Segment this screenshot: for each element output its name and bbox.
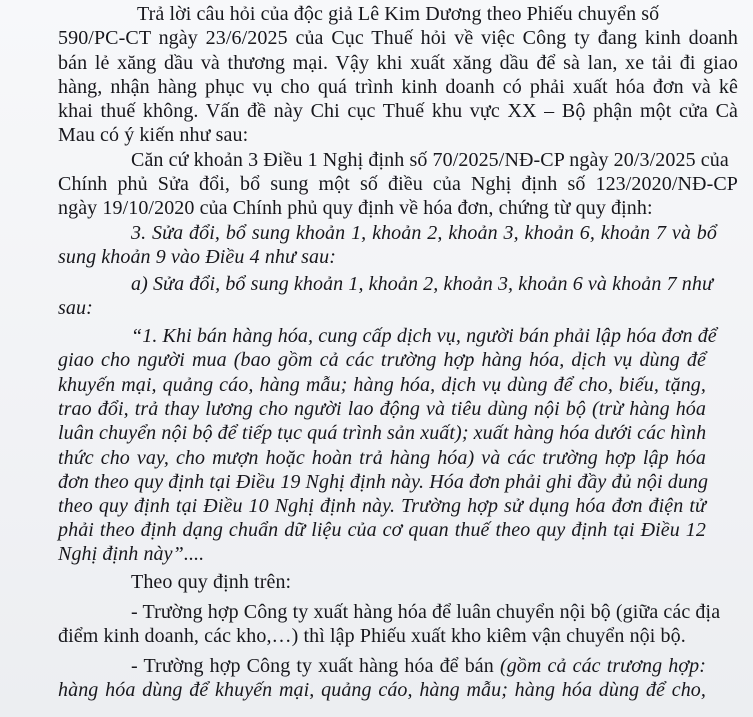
text-line: 590/PC-CT ngày 23/6/2025 của Cục Thuế hỏi về việc Công ty đang kinh doanh	[58, 27, 738, 49]
text-line: trao đổi, trả thay lương cho người lao động và tiêu dùng nội bộ (trừ hàng hóa	[58, 398, 706, 420]
text-line: ngày 19/10/2020 của Chính phủ quy định về hóa đơn, chứng từ quy định:	[58, 197, 653, 219]
text-line: điểm kinh doanh, các kho,…) thì lập Phiếu xuất kho kiêm vận chuyển nội bộ.	[58, 625, 686, 647]
text-line: sung khoản 9 vào Điều 4 như sau:	[58, 246, 336, 268]
text-line: bán lẻ xăng dầu và thương mại. Vậy khi xuất xăng dầu để sà lan, xe tải đi giao	[58, 52, 738, 74]
text-line: “1. Khi bán hàng hóa, cung cấp dịch vụ, người bán phải lập hóa đơn để	[131, 325, 717, 347]
text-line: hàng, nhận hàng phục vụ cho quá trình kinh doanh có phải xuất hóa đơn và kê	[58, 76, 738, 98]
text-line: thức cho vay, cho mượn hoặc hoàn trả hàng hóa) và các trường hợp lập hóa	[58, 447, 706, 469]
text-line: hàng hóa dùng để khuyến mại, quảng cáo, hàng mẫu; hàng hóa dùng để cho,	[58, 679, 706, 701]
text-line: khuyến mại, quảng cáo, hàng mẫu; hàng hóa, dịch vụ dùng để cho, biếu, tặng,	[58, 374, 706, 396]
text-run-italic: (gồm cả các trương hợp:	[499, 655, 706, 677]
text-line: sau:	[58, 297, 93, 319]
text-line: đơn theo quy định tại Điều 19 Nghị định này. Hóa đơn phải ghi đầy đủ nội dung	[58, 471, 709, 493]
text-line: - Trường hợp Công ty xuất hàng hóa để luân chuyển nội bộ (giữa các địa	[131, 601, 721, 623]
text-line: khai thuế không. Vấn đề này Chi cục Thuế khu vực XX – Bộ phận một cửa Cà	[58, 100, 738, 122]
text-line: Nghị định này”....	[58, 543, 205, 565]
text-line: 3. Sửa đổi, bổ sung khoản 1, khoản 2, khoản 3, khoản 6, khoản 7 và bổ	[131, 222, 717, 244]
text-line: phải theo định dạng chuẩn dữ liệu của cơ quan thuế theo quy định tại Điều 12	[58, 519, 706, 541]
text-run: - Trường hợp Công ty xuất hàng hóa để bán	[131, 655, 500, 677]
text-line: Theo quy định trên:	[131, 571, 292, 593]
text-line: luân chuyển nội bộ để tiếp tục quá trình sản xuất); xuất hàng hóa dưới các hình	[58, 422, 707, 444]
text-line: Trả lời câu hỏi của độc giả Lê Kim Dương theo Phiếu chuyển số	[137, 3, 660, 25]
text-line	[131, 654, 706, 678]
text-line: theo quy định tại Điều 10 Nghị định này. Trường hợp sử dụng hóa đơn điện tử	[58, 495, 706, 517]
text-line: a) Sửa đổi, bổ sung khoản 1, khoản 2, khoản 3, khoản 6 và khoản 7 như	[131, 273, 713, 295]
text-line: Căn cứ khoản 3 Điều 1 Nghị định số 70/2025/NĐ-CP ngày 20/3/2025 của	[131, 149, 729, 171]
text-line: Chính phủ Sửa đổi, bổ sung một số điều của Nghị định số 123/2020/NĐ-CP	[58, 173, 738, 195]
text-line: giao cho người mua (bao gồm cả các trường hợp hàng hóa, dịch vụ dùng để	[58, 349, 706, 371]
text-line: Mau có ý kiến như sau:	[58, 124, 249, 146]
